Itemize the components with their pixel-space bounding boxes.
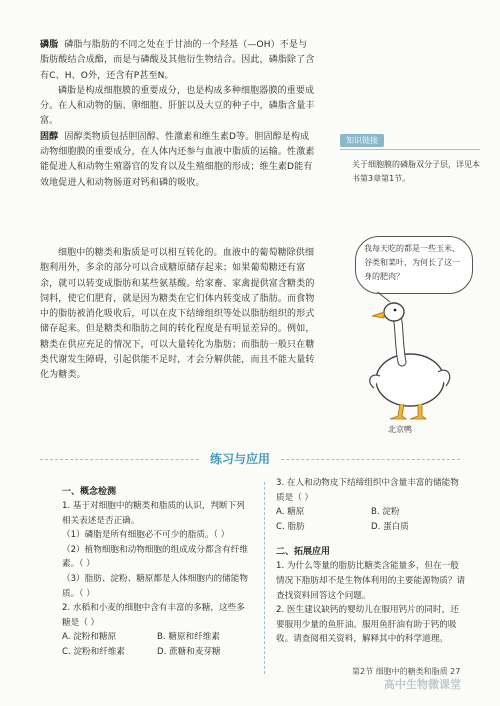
extension-question-2: 2. 医生建议缺钙的婴幼儿在服用钙片的同时，还要服用少量的鱼肝油。服用鱼肝油有助于钙的吸收。请查阅相关资料，解释其中的科学道理。 bbox=[276, 605, 459, 645]
term-sterol: 固醇 bbox=[40, 131, 59, 142]
question-1-item-2: （2）植物细胞和动物细胞的组成成分都含有纤维素。（ ） bbox=[62, 544, 248, 570]
watermark: 高中生物微课堂 bbox=[384, 678, 461, 691]
paragraph-phospholipid-role: 磷脂是构成细胞膜的重要成分，也是构成多种细胞器膜的重要成分。在人和动物的脑、卵细胞、肝脏以及大豆的种子中，磷脂含量丰富。 bbox=[40, 85, 315, 127]
question-2: 2. 水稻和小麦的细胞中含有丰富的多糖，这些多糖是（ ） bbox=[62, 603, 245, 628]
q3-option-b: B. 淀粉 bbox=[371, 507, 400, 518]
paragraph-conversion: 细胞中的糖类和脂质是可以相互转化的。血液中的葡萄糖除供细胞利用外，多余的部分可以合成糖原储存起来；如果葡萄糖还有富余，就可以转变成脂肪和某些氨基酸。给家畜、家禽提供富含糖类的饲料，使它们肥育，就是因为糖类在它们体内转变成了脂肪。而食物中的脂肪被消化吸收后，可以在皮下结缔组织等处以脂肪组织的形式储存起来。但是糖类和脂肪之间的转化程度是有明显差异的。例如，糖类在供应充足的情况下，可以大量转化为脂肪；而脂肪一般只在糖类代谢发生障碍，引起供能不足时，才会分解供能，而且不能大量转化为糖类。 bbox=[40, 248, 315, 381]
knowledge-link-text: 关于细胞膜的磷脂双分子层，详见本书第3章第1节。 bbox=[352, 160, 480, 183]
q2-option-b: B. 糖原和纤维素 bbox=[157, 632, 220, 643]
knowledge-link-box bbox=[340, 128, 490, 186]
section-concept-check: 一、概念检测 bbox=[62, 487, 117, 497]
q2-option-a: A. 淀粉和糖原 bbox=[62, 632, 117, 643]
knowledge-link-tag: 知识链接 bbox=[340, 134, 384, 147]
term-phospholipid: 磷脂 bbox=[40, 40, 59, 50]
main-text bbox=[40, 38, 315, 191]
q3-option-c: C. 脂肪 bbox=[276, 521, 305, 532]
q3-option-a: A. 糖原 bbox=[276, 507, 305, 518]
duck-illustration bbox=[350, 292, 470, 422]
knowledge-link-rule bbox=[340, 149, 480, 150]
speech-bubble: 我每天吃的都是一些玉米、谷类和菜叶，为何长了这一身的肥肉？ bbox=[355, 236, 473, 294]
exercise-title: 练习与应用 bbox=[200, 448, 280, 470]
q3-option-d: D. 蛋白质 bbox=[371, 521, 409, 532]
question-3-options bbox=[276, 505, 466, 534]
extension-question-1: 1. 为什么等量的脂肪比糖类含能量多，但在一般情况下脂肪却不是生物体利用的主要能源物质？请查找资料回答这个问题。 bbox=[276, 561, 466, 601]
q2-option-c: C. 淀粉和纤维素 bbox=[62, 646, 126, 657]
column-divider bbox=[264, 482, 265, 674]
question-3: 3. 在人和动物皮下结缔组织中含量丰富的储能物质是（ ） bbox=[276, 478, 459, 503]
question-1: 1. 基于对细胞中的糖类和脂质的认识，判断下列相关表述是否正确。 bbox=[62, 501, 245, 526]
conversion-text bbox=[40, 246, 315, 384]
question-1-item-3: （3）脂肪、淀粉、糖原都是人体细胞内的储能物质。（ ） bbox=[62, 573, 248, 599]
exercise-header bbox=[40, 448, 460, 472]
exercise-left-column bbox=[62, 478, 252, 660]
q2-option-d: D. 蔗糖和麦芽糖 bbox=[157, 646, 221, 657]
exercise-right-column bbox=[276, 478, 466, 647]
page-footer: 第2节 细胞中的糖类和脂质 27 bbox=[352, 667, 461, 676]
question-1-item-1: （1）磷脂是所有细胞必不可少的脂质。（ ） bbox=[62, 530, 230, 541]
section-extension: 二、拓展应用 bbox=[276, 547, 331, 558]
question-2-options bbox=[62, 630, 252, 659]
paragraph-sterol: 固醇 固醇类物质包括胆固醇、性激素和维生素D等。胆固醇是构成动物细胞膜的重要成分，在人体内还参与血液中脂质的运输。性激素能促进人和动物生殖器官的发育以及生殖细胞的形成；维生素D能有效地促进人和动物肠道对钙和磷的吸收。 bbox=[40, 131, 315, 188]
paragraph-phospholipid: 磷脂 磷脂与脂肪的不同之处在于甘油的一个羟基（—OH）不是与脂肪酸结合成酯，而是与磷酸及其他衍生物结合。因此，磷脂除了含有C、H、O外，还含有P甚至N。 bbox=[40, 40, 315, 81]
duck-caption: 北京鸭 bbox=[388, 425, 412, 434]
